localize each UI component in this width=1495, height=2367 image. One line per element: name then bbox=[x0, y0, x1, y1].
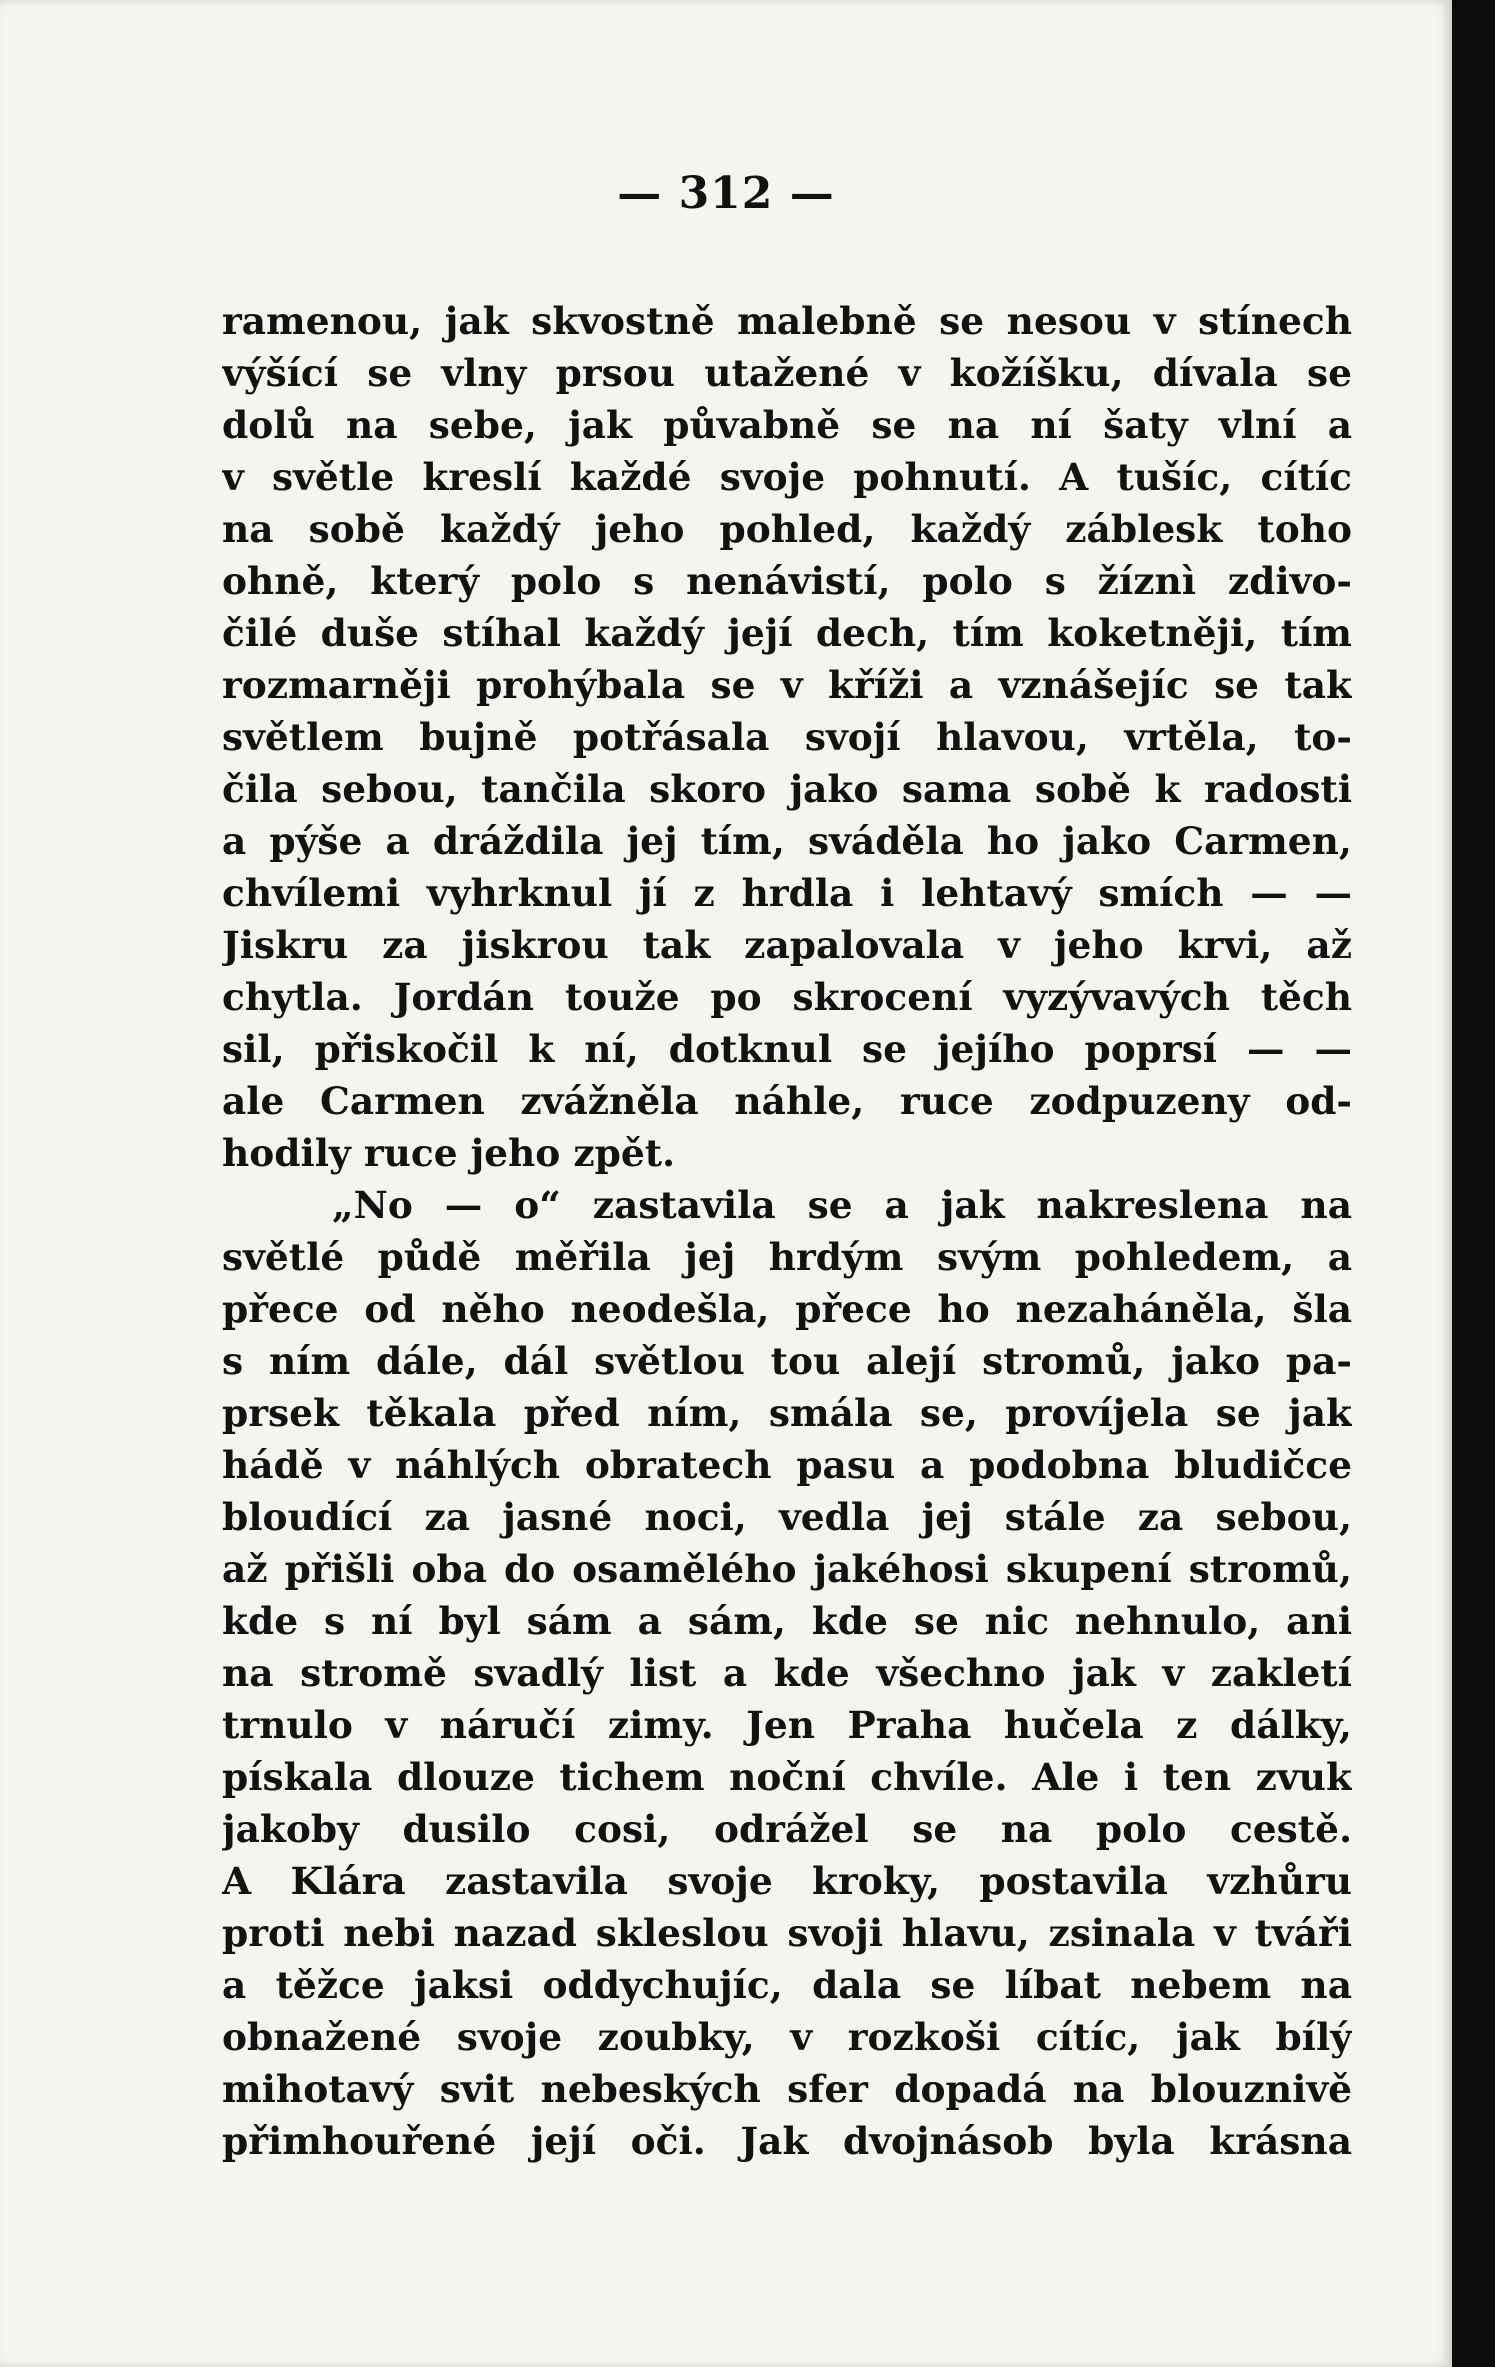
text-line: přimhouřené její oči. Jak dvojnásob byla krásna bbox=[222, 2119, 1352, 2163]
text-line: Jiskru za jiskrou tak zapalovala v jeho krvi, až bbox=[222, 923, 1352, 967]
text-line: v světle kreslí každé svoje pohnutí. A tušíc, cítíc bbox=[222, 455, 1352, 499]
text-line: na sobě každý jeho pohled, každý záblesk toho bbox=[222, 507, 1352, 551]
text-line: A Klára zastavila svoje kroky, postavila vzhůru bbox=[222, 1859, 1352, 1903]
text-line: chytla. Jordán touže po skrocení vyzývavých těch bbox=[222, 975, 1352, 1019]
text-line: světlem bujně potřásala svojí hlavou, vrtěla, to- bbox=[222, 715, 1352, 759]
text-line: s ním dále, dál světlou tou alejí stromů, jako pa- bbox=[222, 1339, 1352, 1383]
scan-border bbox=[1452, 0, 1495, 2367]
text-line: kde s ní byl sám a sám, kde se nic nehnulo, ani bbox=[222, 1599, 1352, 1643]
text-line: jakoby dusilo cosi, odrážel se na polo cestě. bbox=[222, 1807, 1352, 1851]
text-line: pískala dlouze tichem noční chvíle. Ale i ten zvuk bbox=[222, 1755, 1352, 1799]
text-line: rozmarněji prohýbala se v kříži a vznášejíc se tak bbox=[222, 663, 1352, 707]
text-line: ohně, který polo s nenávistí, polo s žíznì zdivo- bbox=[222, 559, 1352, 603]
text-line: bloudící za jasné noci, vedla jej stále za sebou, bbox=[222, 1495, 1352, 1539]
text-line: hádě v náhlých obratech pasu a podobna bludičce bbox=[222, 1443, 1352, 1487]
text-line: ramenou, jak skvostně malebně se nesou v stínech bbox=[222, 299, 1352, 343]
text-line: mihotavý svit nebeských sfer dopadá na blouznivě bbox=[222, 2067, 1352, 2111]
text-line: trnulo v náručí zimy. Jen Praha hučela z dálky, bbox=[222, 1703, 1352, 1747]
text-line: výšící se vlny prsou utažené v kožíšku, dívala se bbox=[222, 351, 1352, 395]
text-line: a pýše a dráždila jej tím, sváděla ho jako Carmen, bbox=[222, 819, 1352, 863]
text-line: sil, přiskočil k ní, dotknul se jejího poprsí — — bbox=[222, 1027, 1352, 1071]
text-line: prsek těkala před ním, smála se, províjela se jak bbox=[222, 1391, 1352, 1435]
page-number: — 312 — bbox=[617, 168, 835, 219]
text-line: až přišli oba do osamělého jakéhosi skupení stromů, bbox=[222, 1547, 1352, 1591]
text-line: obnažené svoje zoubky, v rozkoši cítíc, jak bílý bbox=[222, 2015, 1352, 2059]
text-line: přece od něho neodešla, přece ho nezaháněla, šla bbox=[222, 1287, 1352, 1331]
text-line: dolů na sebe, jak půvabně se na ní šaty vlní a bbox=[222, 403, 1352, 447]
text-line: čila sebou, tančila skoro jako sama sobě k radosti bbox=[222, 767, 1352, 811]
text-line: a těžce jaksi oddychujíc, dala se líbat nebem na bbox=[222, 1963, 1352, 2007]
paragraph-end-line: hodily ruce jeho zpět. bbox=[222, 1131, 676, 1175]
text-line: světlé půdě měřila jej hrdým svým pohledem, a bbox=[222, 1235, 1352, 1279]
text-line: čilé duše stíhal každý její dech, tím koketněji, tím bbox=[222, 611, 1352, 655]
text-line: na stromě svadlý list a kde všechno jak v zakletí bbox=[222, 1651, 1352, 1695]
paragraph-start-line: „No — o“ zastavila se a jak nakreslena na bbox=[332, 1183, 1352, 1227]
text-line: chvílemi vyhrknul jí z hrdla i lehtavý smích — — bbox=[222, 871, 1352, 915]
text-line: ale Carmen zvážněla náhle, ruce zodpuzeny od- bbox=[222, 1079, 1352, 1123]
body-text bbox=[222, 295, 1352, 2167]
text-line: proti nebi nazad skleslou svoji hlavu, zsinala v tváři bbox=[222, 1911, 1352, 1955]
